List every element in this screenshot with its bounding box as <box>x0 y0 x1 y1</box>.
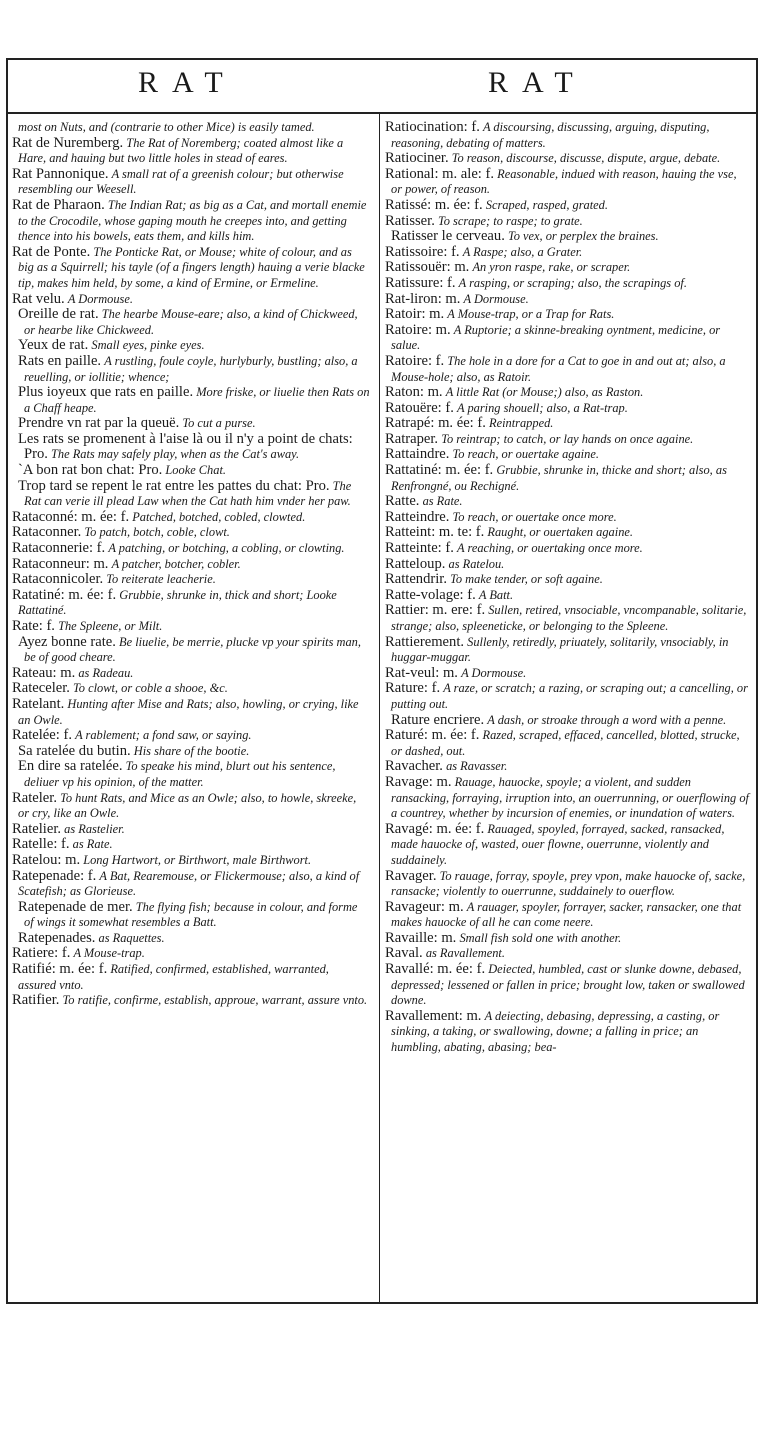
entry-definition: The Rat of Noremberg; coated almost like a Hare, and hauing but two little holes in stead of eares. <box>18 135 344 166</box>
dictionary-entry <box>12 946 370 962</box>
entry-definition: Deiected, humbled, cast or slunke downe, debased, depressed; lessened or fallen in price; brought low, taken or swallowed downe. <box>391 962 745 1008</box>
dictionary-entry <box>12 853 370 869</box>
entry-definition: Be liuelie, be merrie, plucke vp your spirits man, be of good cheare. <box>24 634 361 665</box>
entry-headword: Raval. <box>385 945 423 962</box>
entry-definition: A rustling, foule coyle, hurlyburly, bustling; also, a reuelling, or iollitie; whence; <box>24 353 358 384</box>
entry-headword: Ayez bonne rate. <box>18 633 116 650</box>
dictionary-entry <box>385 214 749 230</box>
entry-headword: Ratiere: f. <box>12 945 71 962</box>
entry-definition: Long Hartwort, or Birthwort, male Birthwort. <box>83 852 312 867</box>
entry-headword: Rattierement. <box>385 633 465 650</box>
entry-headword: Rataconner. <box>12 524 82 541</box>
entry-definition: Scraped, rasped, grated. <box>485 197 608 212</box>
dictionary-entry <box>12 993 370 1009</box>
entry-headword: Sa ratelée du butin. <box>18 742 131 759</box>
dictionary-entry <box>385 900 749 931</box>
dictionary-entry <box>385 229 749 245</box>
dictionary-entry <box>12 822 370 838</box>
entry-headword: Rat velu. <box>12 290 65 307</box>
entry-definition: The Spleene, or Milt. <box>58 619 163 633</box>
dictionary-entry <box>12 791 370 822</box>
entry-definition: A reaching, or ouertaking once more. <box>457 541 643 556</box>
entry-headword: Ratelou: m. <box>12 851 81 868</box>
dictionary-entry <box>385 635 749 666</box>
dictionary-entry <box>12 245 370 292</box>
dictionary-entry <box>12 666 370 682</box>
column-divider <box>379 112 380 1304</box>
entry-headword: Rattendrir. <box>385 571 448 588</box>
entry-headword: Ratiociner. <box>385 150 449 167</box>
entry-headword: `A bon rat bon chat: Pro. <box>18 462 163 479</box>
dictionary-entry <box>12 728 370 744</box>
dictionary-entry <box>12 759 370 790</box>
entry-headword: Rataconnerie: f. <box>12 540 106 557</box>
entry-headword: Rateceler. <box>12 680 70 697</box>
dictionary-entry <box>385 385 749 401</box>
entry-headword: Plus ioyeux que rats en paille. <box>18 384 194 401</box>
entry-headword: Ratissure: f. <box>385 274 456 291</box>
dictionary-entry <box>385 245 749 261</box>
dictionary-entry <box>12 931 370 947</box>
entry-headword: Ratoir: m. <box>385 306 445 323</box>
dictionary-entry <box>385 572 749 588</box>
entry-definition: To ratifie, confirme, establish, approue, warrant, assure vnto. <box>62 993 368 1008</box>
entry-definition: Grubbie, shrunke in, thicke and short; also, as Renfrongné, ou Rechigné. <box>391 463 727 493</box>
entry-headword: Ratrapé: m. ée: f. <box>385 415 486 432</box>
dictionary-entry <box>385 962 749 1009</box>
entry-headword: Rate: f. <box>12 618 55 634</box>
entry-headword: Ravacher. <box>385 758 443 775</box>
entry-definition: To clowt, or coble a shooe, &c. <box>73 681 228 696</box>
entry-definition: A patcher, botcher, cobler. <box>111 556 241 571</box>
entry-headword: Ratteinte: f. <box>385 540 454 557</box>
entry-definition: A small rat of a greenish colour; but otherwise resembling our Weesell. <box>18 166 344 197</box>
entry-definition: To reiterate leacherie. <box>106 572 216 587</box>
entry-definition: An yron raspe, rake, or scraper. <box>472 260 631 275</box>
entry-headword: Ratepenade de mer. <box>18 898 133 915</box>
entry-headword: Ratteloup. <box>385 555 446 572</box>
dictionary-entry <box>385 167 749 198</box>
entry-definition: The flying fish; because in colour, and forme of wings it somewhat resembles a Batt. <box>24 899 358 930</box>
entry-definition: A raze, or scratch; a razing, or scraping out; a cancelling, or putting out. <box>391 681 748 711</box>
dictionary-entry <box>12 136 370 167</box>
entry-definition: Hunting after Mise and Rats; also, howling, or crying, like an Owle. <box>18 696 359 727</box>
entry-headword: Ratelée: f. <box>12 727 72 744</box>
entry-definition: Reasonable, indued with reason, hauing the vse, or power, of reason. <box>391 166 737 197</box>
entry-headword: Ratteint: m. te: f. <box>385 524 485 541</box>
entry-definition: A Dormouse. <box>67 291 133 306</box>
entry-definition: Sullenly, retiredly, priuately, solitarily, vnsociably, in huggar-muggar. <box>391 634 729 665</box>
dictionary-entry <box>12 588 370 619</box>
dictionary-entry <box>385 432 749 448</box>
entry-definition: The hearbe Mouse-eare; also, a kind of Chickweed, or hearbe like Chickweed. <box>24 307 358 337</box>
dictionary-entry <box>12 432 370 463</box>
dictionary-entry <box>385 260 749 276</box>
entry-headword: Rattier: m. ere: f. <box>385 602 486 619</box>
entry-definition: A Dormouse. <box>461 665 527 680</box>
dictionary-entry <box>385 276 749 292</box>
entry-headword: Ravager. <box>385 867 437 884</box>
entry-definition: A Mouse-trap. <box>73 946 145 961</box>
entry-headword: En dire sa ratelée. <box>18 758 123 775</box>
dictionary-entry <box>385 151 749 167</box>
entry-definition: To make tender, or soft againe. <box>450 572 603 587</box>
entry-headword: Trop tard se repent le rat entre les pattes du chat: Pro. <box>18 477 330 494</box>
dictionary-entry <box>385 728 749 759</box>
dictionary-entry <box>385 541 749 557</box>
dictionary-entry <box>12 744 370 760</box>
entry-definition: To speake his mind, blurt out his sentence, deliuer vp his opinion, of the matter. <box>24 759 336 789</box>
entry-headword: Ratouëre: f. <box>385 399 454 416</box>
entry-definition: Small eyes, pinke eyes. <box>91 338 205 353</box>
dictionary-entry <box>12 167 370 198</box>
dictionary-entry <box>12 354 370 385</box>
entry-definition: To rauage, forray, spoyle, prey vpon, make hauocke of, sacke, ransacke; violently to ouerrunne, suddainely to ouerflow. <box>391 868 746 899</box>
entry-headword: Ratelant. <box>12 695 65 712</box>
entry-headword: Ratiocination: f. <box>385 119 480 135</box>
entry-definition: A Batt. <box>478 587 514 602</box>
dictionary-entry <box>385 775 749 822</box>
entry-definition: A dash, or stroake through a word with a penne. <box>487 712 727 727</box>
entry-headword: Rat de Ponte. <box>12 243 91 260</box>
dictionary-entry <box>385 588 749 604</box>
dictionary-entry <box>385 120 749 151</box>
dictionary-entry <box>12 900 370 931</box>
entry-definition: Reintrapped. <box>489 416 554 431</box>
entry-definition: To vex, or perplex the braines. <box>507 229 659 244</box>
entry-headword: Ratte. <box>385 493 420 510</box>
entry-headword: Ravallement: m. <box>385 1007 482 1024</box>
entry-headword: Rat-veul: m. <box>385 664 458 681</box>
dictionary-entry <box>385 416 749 432</box>
dictionary-entry <box>385 869 749 900</box>
entry-headword: Ratelle: f. <box>12 836 70 853</box>
entry-definition: Raught, or ouertaken againe. <box>487 525 633 540</box>
entry-headword: Ratelier. <box>12 820 62 837</box>
dictionary-entry <box>12 307 370 338</box>
entry-headword: Rataconnicoler. <box>12 571 104 588</box>
dictionary-entry <box>12 557 370 573</box>
dictionary-entry <box>385 946 749 962</box>
dictionary-entry <box>12 120 370 136</box>
entry-definition: To scrape; to raspe; to grate. <box>437 213 583 228</box>
entry-definition: Ratified, confirmed, established, warranted, assured vnto. <box>18 962 329 992</box>
entry-definition: as Ravasser. <box>446 759 508 774</box>
entry-headword: Ravagé: m. ée: f. <box>385 820 485 837</box>
entry-headword: Ratissé: m. ée: f. <box>385 196 483 213</box>
dictionary-entry <box>385 603 749 634</box>
entry-headword: Rattatiné: m. ée: f. <box>385 462 494 479</box>
entry-headword: Prendre vn rat par la queuë. <box>18 415 180 432</box>
dictionary-entry <box>385 681 749 712</box>
entry-headword: Ravallé: m. ée: f. <box>385 961 486 978</box>
dictionary-entry <box>12 635 370 666</box>
entry-headword: Ratifier. <box>12 992 60 1009</box>
entry-headword: Ratatiné: m. ée: f. <box>12 586 117 603</box>
entry-headword: Rational: m. ale: f. <box>385 165 495 182</box>
entry-headword: Ravage: m. <box>385 773 452 790</box>
dictionary-entry <box>12 962 370 993</box>
entry-headword: Ratissoire: f. <box>385 243 460 260</box>
entry-definition: A Raspe; also, a Grater. <box>462 244 583 259</box>
entry-definition: A paring shouell; also, a Rat-trap. <box>457 400 628 415</box>
dictionary-entry <box>12 541 370 557</box>
entry-headword: Raton: m. <box>385 384 443 401</box>
entry-headword: Ratepenades. <box>18 929 96 946</box>
left-column <box>12 120 370 1009</box>
entry-definition: To cut a purse. <box>182 416 256 431</box>
running-head-right: RAT <box>488 66 587 99</box>
entry-headword: Rattaindre. <box>385 446 450 463</box>
dictionary-entry <box>385 494 749 510</box>
entry-definition: A rasping, or scraping; also, the scrapings of. <box>458 275 687 290</box>
entry-definition: More friske, or liuelie then Rats on a Chaff heape. <box>24 385 370 415</box>
entry-definition: Razed, scraped, effaced, cancelled, blotted, strucke, or dashed, out. <box>391 728 740 758</box>
dictionary-entry <box>385 401 749 417</box>
entry-definition: A Bat, Rearemouse, or Flickermouse; also, a kind of Scatefish; as Glorieuse. <box>18 868 360 899</box>
entry-headword: Rat-liron: m. <box>385 290 461 307</box>
entry-definition: To hunt Rats, and Mice as an Owle; also, to howle, skreeke, or cry, like an Owle. <box>18 790 357 821</box>
dictionary-entry <box>12 681 370 697</box>
dictionary-entry <box>385 931 749 947</box>
entry-definition: A little Rat (or Mouse;) also, as Raston. <box>445 385 644 400</box>
right-column <box>385 120 749 1056</box>
entry-headword: Ratoire: m. <box>385 321 451 338</box>
dictionary-entry <box>12 292 370 308</box>
dictionary-entry <box>12 869 370 900</box>
dictionary-entry <box>12 510 370 526</box>
entry-definition: A rablement; a fond saw, or saying. <box>75 728 252 743</box>
entry-definition: The Ponticke Rat, or Mouse; white of colour, and as big as a Squirrell; his tayle (of a fingers length) hauing a verie blacke tip, makes him held, by some, a kind of Ermine, or Ermeline. <box>18 244 365 290</box>
entry-definition: Rauage, hauocke, spoyle; a violent, and sudden ransacking, forraying, irruption into, an ouerrunning, or ouerflowing of a countrey, whether by incursion of enemies, or inundation of waters. <box>391 774 749 821</box>
entry-headword: Ratifié: m. ée: f. <box>12 961 108 978</box>
entry-headword: Ratepenade: f. <box>12 867 97 884</box>
dictionary-entry <box>385 510 749 526</box>
dictionary-entry <box>385 198 749 214</box>
dictionary-entry <box>12 837 370 853</box>
entry-definition: A Ruptorie; a skinne-breaking oyntment, medicine, or salue. <box>391 322 721 353</box>
dictionary-entry <box>385 759 749 775</box>
entry-headword: Rataconneur: m. <box>12 555 109 572</box>
dictionary-entry <box>12 198 370 245</box>
entry-definition: A patching, or botching, a cobling, or clowting. <box>108 541 345 556</box>
entry-definition: Looke Chat. <box>165 463 226 478</box>
dictionary-entry <box>12 697 370 728</box>
entry-headword: Ratteindre. <box>385 508 450 525</box>
entry-headword: Rat de Nuremberg. <box>12 134 124 151</box>
dictionary-entry <box>385 463 749 494</box>
entry-headword: Rature encriere. <box>391 711 485 728</box>
entry-headword: Rats en paille. <box>18 352 102 369</box>
dictionary-entry <box>12 525 370 541</box>
entry-headword: Ratissouër: m. <box>385 259 470 276</box>
entry-definition: A deiecting, debasing, depressing, a casting, or sinking, a taking, or swallowing, downe; a falling in price; an humbling, abating, abasing; bea- <box>391 1008 720 1055</box>
entry-definition: To patch, botch, coble, clowt. <box>84 525 230 540</box>
entry-definition: A discoursing, discussing, arguing, disputing, reasoning, debating of matters. <box>391 120 710 150</box>
entry-definition: His share of the bootie. <box>133 743 250 758</box>
entry-definition: The Rats may safely play, when as the Cat's away. <box>51 447 300 462</box>
entry-definition: The Rat can verie ill plead Law when the Cat hath him vnder her paw. <box>24 478 352 509</box>
entry-definition: The Indian Rat; as big as a Cat, and mortall enemie to the Crocodile, whose gaping mouth he creepes into, and getting thence into his bowels, eats them, and kills him. <box>18 197 367 244</box>
entry-headword: Les rats se promenent à l'aise là ou il n'y a point de chats: Pro. <box>18 430 353 463</box>
entry-headword: Ravaille: m. <box>385 929 457 946</box>
entry-headword: Rat de Pharaon. <box>12 196 105 213</box>
entry-headword: Ratraper. <box>385 430 439 447</box>
dictionary-entry <box>385 447 749 463</box>
running-head-left: RAT <box>138 66 237 99</box>
entry-definition: as Ravallement. <box>425 946 505 961</box>
dictionary-entry <box>12 479 370 510</box>
dictionary-entry <box>385 822 749 869</box>
entry-definition: as Radeau. <box>78 665 134 680</box>
entry-headword: Ratisser. <box>385 212 435 229</box>
entry-headword: Ratisser le cerveau. <box>391 228 505 245</box>
dictionary-entry <box>385 292 749 308</box>
entry-definition: Sullen, retired, vnsociable, vncompanable, solitarie, strange; also, spleeneticke, or belonging to the Spleene. <box>391 603 747 633</box>
entry-definition: Rauaged, spoyled, forrayed, sacked, ransacked, made hauocke of, wasted, ouer flowne, ouerrunne, violently and suddainely. <box>391 821 725 867</box>
entry-headword: Yeux de rat. <box>18 337 89 354</box>
entry-definition: as Raquettes. <box>98 930 165 945</box>
dictionary-entry <box>385 557 749 573</box>
dictionary-entry <box>12 416 370 432</box>
dictionary-entry <box>385 1009 749 1056</box>
entry-definition: To reach, or ouertake once more. <box>452 509 617 524</box>
entry-definition: To reason, discourse, discusse, dispute, argue, debate. <box>451 151 721 166</box>
entry-definition: as Rastelier. <box>64 821 125 836</box>
entry-definition: Grubbie, shrunke in, thick and short; Looke Rattatiné. <box>18 587 337 618</box>
entry-definition: as Ratelou. <box>448 556 505 571</box>
entry-headword: Rature: f. <box>385 680 441 697</box>
entry-definition: To reach, or ouertake againe. <box>452 447 599 462</box>
entry-headword: Rateler. <box>12 789 57 806</box>
dictionary-entry <box>385 525 749 541</box>
dictionary-entry <box>385 354 749 385</box>
entry-definition: Patched, botched, cobled, clowted. <box>132 509 306 524</box>
entry-definition: To reintrap; to catch, or lay hands on once againe. <box>441 431 694 446</box>
entry-definition: A Dormouse. <box>463 291 529 306</box>
dictionary-entry <box>385 666 749 682</box>
entry-headword: Ratoire: f. <box>385 352 445 369</box>
dictionary-entry <box>12 463 370 479</box>
entry-headword: Ratte-volage: f. <box>385 586 476 603</box>
header-rule <box>6 112 758 114</box>
entry-definition: Small fish sold one with another. <box>459 930 622 945</box>
entry-definition: A Mouse-trap, or a Trap for Rats. <box>447 307 615 322</box>
entry-headword: Raturé: m. ée: f. <box>385 727 480 744</box>
entry-definition: as Rate. <box>72 837 113 852</box>
dictionary-entry <box>385 323 749 354</box>
entry-definition: as Rate. <box>422 494 463 509</box>
dictionary-entry <box>385 713 749 729</box>
entry-headword: Rat Pannonique. <box>12 165 109 182</box>
dictionary-entry <box>12 385 370 416</box>
dictionary-entry <box>12 338 370 354</box>
entry-headword: Ravageur: m. <box>385 898 464 915</box>
entry-headword: Oreille de rat. <box>18 306 99 323</box>
dictionary-entry <box>12 619 370 635</box>
entry-definition: The hole in a dore for a Cat to goe in and out at; also, a Mouse-hole; also, as Ratoir. <box>391 353 726 384</box>
entry-definition: most on Nuts, and (contrarie to other Mice) is easily tamed. <box>18 120 315 134</box>
entry-headword: Rataconné: m. ée: f. <box>12 508 130 525</box>
dictionary-entry <box>12 572 370 588</box>
entry-headword: Rateau: m. <box>12 664 76 681</box>
entry-definition: A rauager, spoyler, forrayer, sacker, ransacker, one that makes hauocke of all he can come neere. <box>391 899 742 930</box>
dictionary-entry <box>385 307 749 323</box>
